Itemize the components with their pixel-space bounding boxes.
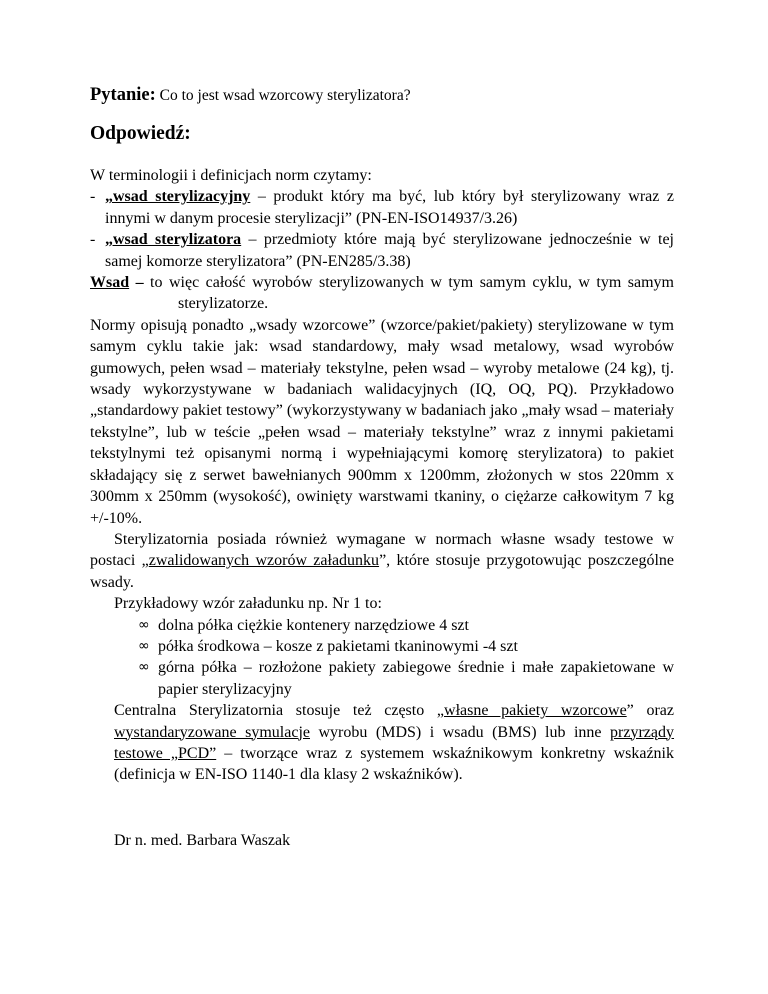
- central-text: Centralna Sterylizatornia stosuje też często „: [114, 702, 445, 720]
- definitions-list: [90, 186, 674, 272]
- definition-text: – przedmioty które mają być sterylizowane jednocześnie w tej samej komorze sterylizatora” (PN-EN285/3.38): [105, 231, 675, 270]
- list-item: [138, 615, 674, 636]
- central-text: wyrobu (MDS) i wsadu (BMS) lub inne: [310, 723, 611, 741]
- list-item-text: półka środkowa – kosze z pakietami tkaninowymi -4 szt: [158, 637, 518, 655]
- central-text: – tworzące wraz z systemem wskaźnikowym konkretny wskaźnik (definicja w EN-ISO 1140-1 dla klasy 2 wskaźników).: [114, 744, 674, 784]
- infinity-bullet-icon: ∞: [138, 637, 150, 654]
- wsad-text: to więc całość wyrobów sterylizowanych w tym samym cyklu, w tym samym sterylizatorze.: [143, 274, 674, 313]
- example-intro: Przykładowy wzór załadunku np. Nr 1 to:: [114, 595, 382, 613]
- central-text: ” oraz: [626, 702, 674, 720]
- answer-heading: Odpowiedź:: [90, 123, 191, 144]
- definition-item: [90, 186, 674, 229]
- definition-item: [90, 229, 674, 272]
- signature: Dr n. med. Barbara Waszak: [114, 831, 291, 849]
- list-item-text: górna półka – rozłożone pakiety zabiegowe średnie i małe zapakietowane w papier sterylizacyjny: [158, 659, 674, 698]
- central-underlined: własne pakiety wzorcowe: [444, 702, 627, 720]
- wsad-term: Wsad: [90, 274, 130, 292]
- wsad-definition: [90, 272, 674, 315]
- intro-text: W terminologii i definicjach norm czytamy:: [90, 167, 372, 184]
- norms-paragraph: Normy opisują ponadto „wsady wzorcowe” (wzorce/pakiet/pakiety) sterylizowane w tym samym cyklu takie jak: wsad standardowy, mały wsad metalowy, wsad wyrobów gumowych, pełen wsad – materiały tekstylne, pełen wsad – wyroby metalowe (24 kg), tj. wsady wykorzystywane w badaniach walidacyjnych (IQ, OQ, PQ). Przykładowo „standardowy pakiet testowy” (wykorzystywany w badaniach jako „mały wsad – materiały tekstylne”, lub w teście „pełen wsad – materiały tekstylne” wraz z innymi pakietami tekstylnymi też opisanymi normą i wypełniającymi komorę sterylizatora) to pakiet składający się z serwet bawełnianych 900mm x 1200mm, złożonych w stos 220mm x 300mm x 250mm (wysokość), owinięty warstwami tkaniny, o ciężarze całkowitym 7 kg +/-10%.: [90, 316, 674, 527]
- own-loads-underlined: zwalidowanych wzorów załadunku: [148, 552, 380, 570]
- document-page: [90, 84, 674, 851]
- own-loads-text-end: ”, które stosuje przygotowując poszczególne wsady.: [90, 552, 674, 591]
- list-item: [138, 636, 674, 657]
- question-line: [90, 84, 674, 107]
- list-item: [138, 657, 674, 700]
- definition-dash: -: [90, 188, 96, 206]
- question-label: Pytanie:: [90, 85, 156, 105]
- central-underlined: wystandaryzowane symulacje: [114, 723, 310, 741]
- infinity-bullet-icon: ∞: [138, 616, 150, 633]
- list-item-text: dolna półka ciężkie kontenery narzędziowe 4 szt: [158, 616, 469, 634]
- central-underlined: przyrządy testowe „PCD”: [114, 723, 675, 762]
- load-pattern-list: [90, 615, 674, 701]
- definition-dash: -: [90, 231, 96, 249]
- question-text: Co to jest wsad wzorcowy sterylizatora?: [155, 87, 411, 104]
- definition-term: „wsad sterylizacyjny: [105, 188, 251, 206]
- infinity-bullet-icon: ∞: [138, 659, 150, 676]
- definition-term: „wsad sterylizatora: [105, 231, 242, 249]
- own-loads-paragraph: [90, 529, 674, 593]
- definition-text: – produkt który ma być, lub który był sterylizowany wraz z innymi w danym procesie sterylizacji” (PN-EN-ISO14937/3.26): [105, 188, 674, 227]
- wsad-dash: –: [129, 274, 144, 292]
- own-loads-text: Sterylizatornia posiada również wymagane w normach własne wsady testowe w postaci „: [90, 530, 674, 570]
- central-paragraph: [90, 700, 674, 786]
